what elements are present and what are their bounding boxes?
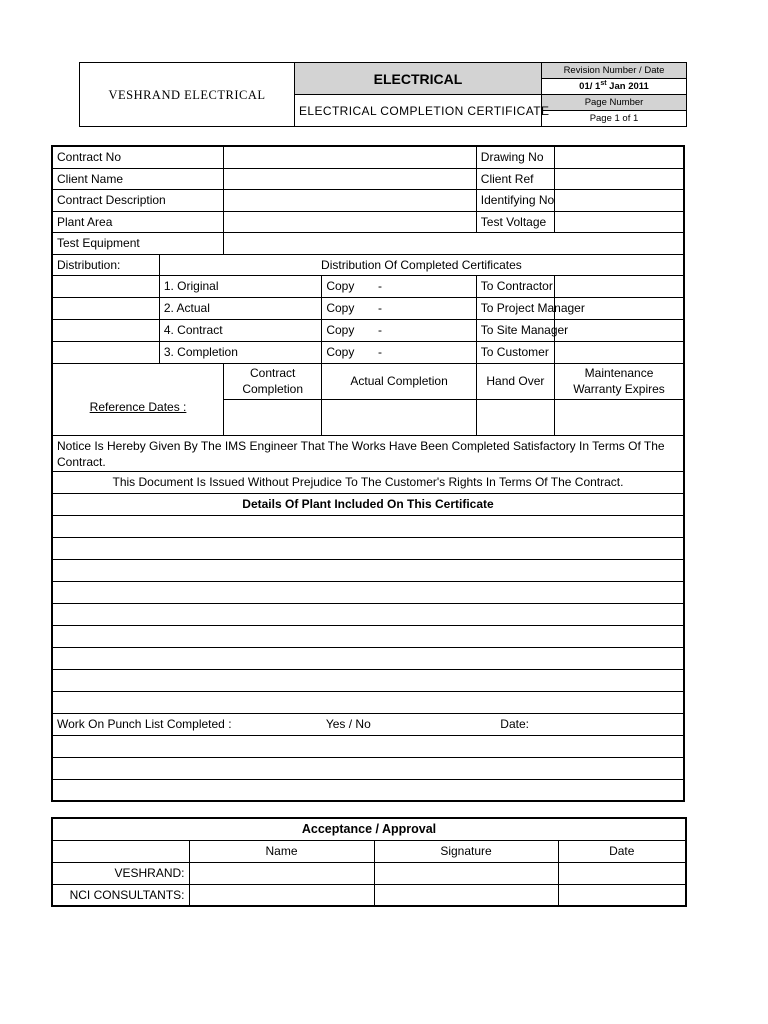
approval-table [51, 817, 687, 907]
plant-detail-line[interactable] [52, 669, 684, 691]
approver-signature-field[interactable] [374, 862, 558, 884]
approver-signature-field[interactable] [374, 884, 558, 906]
identifying-no-field[interactable] [555, 189, 684, 211]
approval-row [52, 884, 686, 906]
distribution-item: 3. Completion [159, 341, 322, 363]
distribution-copy: Copy [322, 341, 374, 363]
plant-detail-line[interactable] [52, 581, 684, 603]
plant-detail-line[interactable] [52, 603, 684, 625]
plant-detail-line[interactable] [52, 559, 684, 581]
plant-area-label: Plant Area [52, 211, 224, 232]
prejudice-text: This Document Is Issued Without Prejudice To The Customer's Rights In Terms Of The Contract. [52, 471, 684, 493]
plant-detail-line[interactable] [52, 537, 684, 559]
approval-row [52, 862, 686, 884]
distribution-to: To Contractor [476, 275, 554, 297]
plant-detail-line[interactable] [52, 515, 684, 537]
contract-completion-field[interactable] [224, 399, 322, 435]
distribution-field[interactable] [555, 341, 684, 363]
hand-over-field[interactable] [476, 399, 554, 435]
client-ref-field[interactable] [555, 168, 684, 189]
client-name-label: Client Name [52, 168, 224, 189]
plant-detail-line[interactable] [52, 625, 684, 647]
drawing-no-field[interactable] [555, 146, 684, 168]
distribution-dash: - [374, 297, 476, 319]
revision-value: 01/ 1st Jan 2011 [542, 79, 687, 95]
document-header [79, 62, 687, 127]
approver-name-field[interactable] [189, 884, 374, 906]
distribution-to: To Customer [476, 341, 554, 363]
revision-label: Revision Number / Date [542, 63, 687, 79]
contract-description-field[interactable] [224, 189, 477, 211]
punch-list-date-label: Date: [476, 713, 684, 735]
test-voltage-field[interactable] [555, 211, 684, 232]
distribution-item: 2. Actual [159, 297, 322, 319]
distribution-item: 1. Original [159, 275, 322, 297]
hand-over-header: Hand Over [476, 363, 554, 399]
distribution-row [52, 297, 684, 319]
distribution-copy: Copy [322, 275, 374, 297]
company-name: VESHRAND ELECTRICAL [80, 63, 295, 127]
distribution-field[interactable] [555, 319, 684, 341]
page-number-value: Page 1 of 1 [542, 111, 687, 127]
distribution-dash: - [374, 341, 476, 363]
maintenance-warranty-field[interactable] [555, 399, 684, 435]
punch-list-label: Work On Punch List Completed : [52, 713, 322, 735]
test-equipment-label: Test Equipment [52, 232, 224, 254]
plant-detail-line[interactable] [52, 647, 684, 669]
distribution-copy: Copy [322, 319, 374, 341]
distribution-dash: - [374, 319, 476, 341]
distribution-row [52, 341, 684, 363]
approver-label: VESHRAND: [52, 862, 189, 884]
distribution-title: Distribution Of Completed Certificates [159, 254, 684, 275]
approver-label: NCI CONSULTANTS: [52, 884, 189, 906]
distribution-copy: Copy [322, 297, 374, 319]
distribution-dash: - [374, 275, 476, 297]
actual-completion-header: Actual Completion [322, 363, 476, 399]
distribution-row [52, 275, 684, 297]
contract-no-label: Contract No [52, 146, 224, 168]
page-number-label: Page Number [542, 95, 687, 111]
contract-completion-header: Contract Completion [224, 363, 322, 399]
distribution-field[interactable] [555, 275, 684, 297]
maintenance-warranty-header: Maintenance Warranty Expires [555, 363, 684, 399]
plant-detail-line[interactable] [52, 691, 684, 713]
date-header: Date [558, 840, 686, 862]
document-subtitle: ELECTRICAL COMPLETION CERTIFICATE [295, 95, 542, 127]
details-title: Details Of Plant Included On This Certificate [52, 493, 684, 515]
actual-completion-field[interactable] [322, 399, 476, 435]
reference-dates-label: Reference Dates : [52, 363, 224, 435]
document-title: ELECTRICAL [295, 63, 542, 95]
approver-name-field[interactable] [189, 862, 374, 884]
name-header: Name [189, 840, 374, 862]
distribution-row [52, 319, 684, 341]
client-name-field[interactable] [224, 168, 477, 189]
contract-description-label: Contract Description [52, 189, 224, 211]
certificate-form [51, 145, 685, 802]
distribution-item: 4. Contract [159, 319, 322, 341]
identifying-no-label: Identifying No [476, 189, 554, 211]
signature-header: Signature [374, 840, 558, 862]
drawing-no-label: Drawing No [476, 146, 554, 168]
approver-date-field[interactable] [558, 862, 686, 884]
notice-text: Notice Is Hereby Given By The IMS Engineer That The Works Have Been Completed Satisfactory In Terms Of The Contract. [52, 435, 684, 471]
approval-title: Acceptance / Approval [52, 818, 686, 840]
approver-date-field[interactable] [558, 884, 686, 906]
distribution-to: To Site Manager [476, 319, 554, 341]
test-equipment-field[interactable] [224, 232, 684, 254]
plant-area-field[interactable] [224, 211, 477, 232]
punch-list-line[interactable] [52, 757, 684, 779]
distribution-label: Distribution: [52, 254, 159, 275]
punch-list-line[interactable] [52, 735, 684, 757]
yes-no-option[interactable]: Yes / No [322, 713, 476, 735]
test-voltage-label: Test Voltage [476, 211, 554, 232]
punch-list-line[interactable] [52, 779, 684, 801]
distribution-to: To Project Manager [476, 297, 554, 319]
contract-no-field[interactable] [224, 146, 477, 168]
client-ref-label: Client Ref [476, 168, 554, 189]
